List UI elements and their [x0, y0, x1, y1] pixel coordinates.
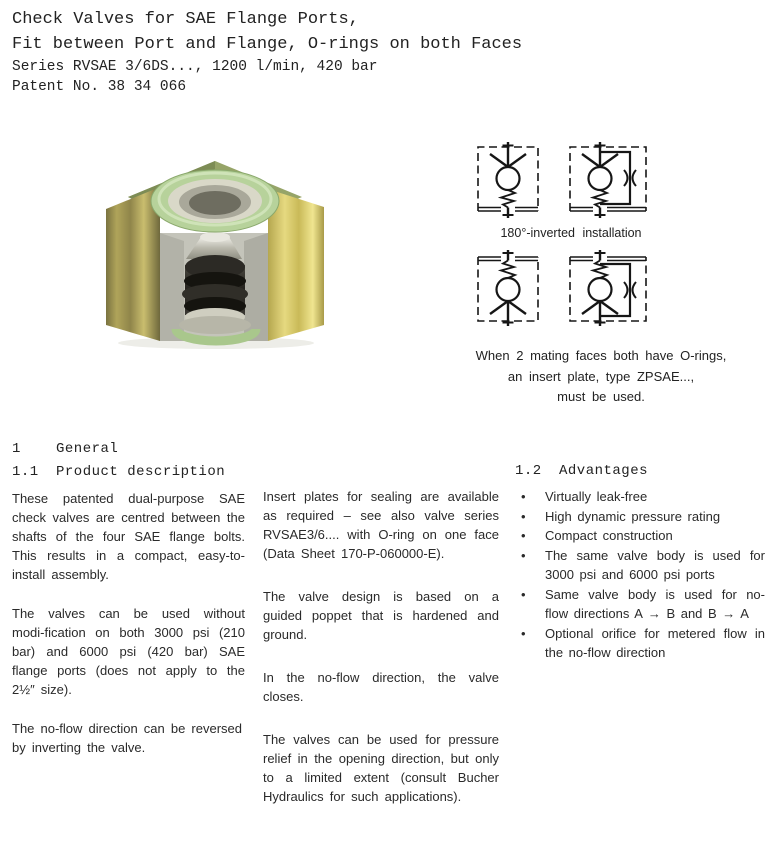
inverted-installation-caption: 180°-inverted installation	[500, 226, 642, 240]
check-valve-inverted-orifice-symbol	[568, 250, 660, 326]
section-heading-general	[12, 441, 245, 457]
section-number: 1	[12, 441, 21, 457]
title-line-1: Check Valves for SAE Flange Ports,	[12, 10, 359, 29]
section-title: General	[56, 441, 119, 457]
insert-plate-note-line-1: When 2 mating faces both have O-rings,	[475, 348, 727, 363]
section-title: Advantages	[559, 463, 649, 479]
list-item: • Optional orifice for metered flow in the no-flow direction	[515, 624, 765, 663]
insert-plate-note	[440, 346, 762, 408]
document-header	[12, 7, 522, 97]
paragraph: Insert plates for sealing are available as required – see also valve series RVSAE3/6.... with O-ring on one face (Data Sheet 170-P-060000-E).	[263, 489, 499, 561]
list-item: • Virtually leak-free	[515, 487, 765, 507]
series-line: Series RVSAE 3/6DS..., 1200 l/min, 420 bar	[12, 59, 378, 75]
paragraph: The no-flow direction can be reversed	[12, 721, 243, 736]
list-item: • Same valve body is used for no-flow directions A → B and B → A	[515, 585, 765, 624]
paragraph: by inverting the valve.	[12, 740, 146, 755]
section-heading-advantages	[515, 463, 765, 479]
paragraph: These patented dual-purpose SAE check valves are centred between the shafts of the four SAE flange bolts. This results in a compact, easy-to-install assembly.	[12, 491, 245, 582]
hydraulic-symbols-panel	[440, 140, 768, 410]
paragraph: The valve design is based on a guided poppet that is hardened and ground.	[263, 589, 499, 642]
paragraph: The valves can be used for pressure relief in the opening direction, but only to a limited extent (consult Bucher Hydraulics for such applications).	[263, 732, 499, 804]
check-valve-orifice-symbol	[568, 142, 660, 218]
patent-line: Patent No. 38 34 066	[12, 79, 187, 95]
advantages-list	[515, 487, 765, 663]
insert-plate-note-line-3: must be used.	[557, 389, 645, 404]
section-title: Product description	[56, 464, 226, 480]
list-item: • The same valve body is used for 3000 psi and 6000 psi ports	[515, 546, 765, 585]
column-product-description	[12, 441, 245, 757]
insert-plate-note-line-2: an insert plate, type ZPSAE...,	[507, 368, 695, 384]
title-line-2: Fit between Port and Flange, O-rings on both Faces	[12, 35, 523, 54]
column-advantages	[515, 463, 765, 663]
list-item: • High dynamic pressure rating	[515, 507, 765, 527]
section-number: 1.2	[515, 463, 542, 479]
list-item: • Compact construction	[515, 526, 765, 546]
valve-cutaway-photo	[100, 145, 332, 351]
check-valve-inverted-symbol	[476, 250, 540, 326]
paragraph: In the no-flow direction, the valve closes.	[263, 670, 499, 704]
check-valve-symbol	[476, 142, 540, 218]
section-heading-product-description	[12, 464, 245, 480]
paragraph: The valves can be used without modi-fication on both 3000 psi (210 bar) and 6000 psi (420 bar) SAE flange ports (does not apply to the 2½″ size).	[12, 606, 245, 697]
column-product-description-continued	[263, 487, 499, 830]
section-number: 1.1	[12, 464, 39, 480]
valve-photo-graphic	[100, 145, 332, 351]
